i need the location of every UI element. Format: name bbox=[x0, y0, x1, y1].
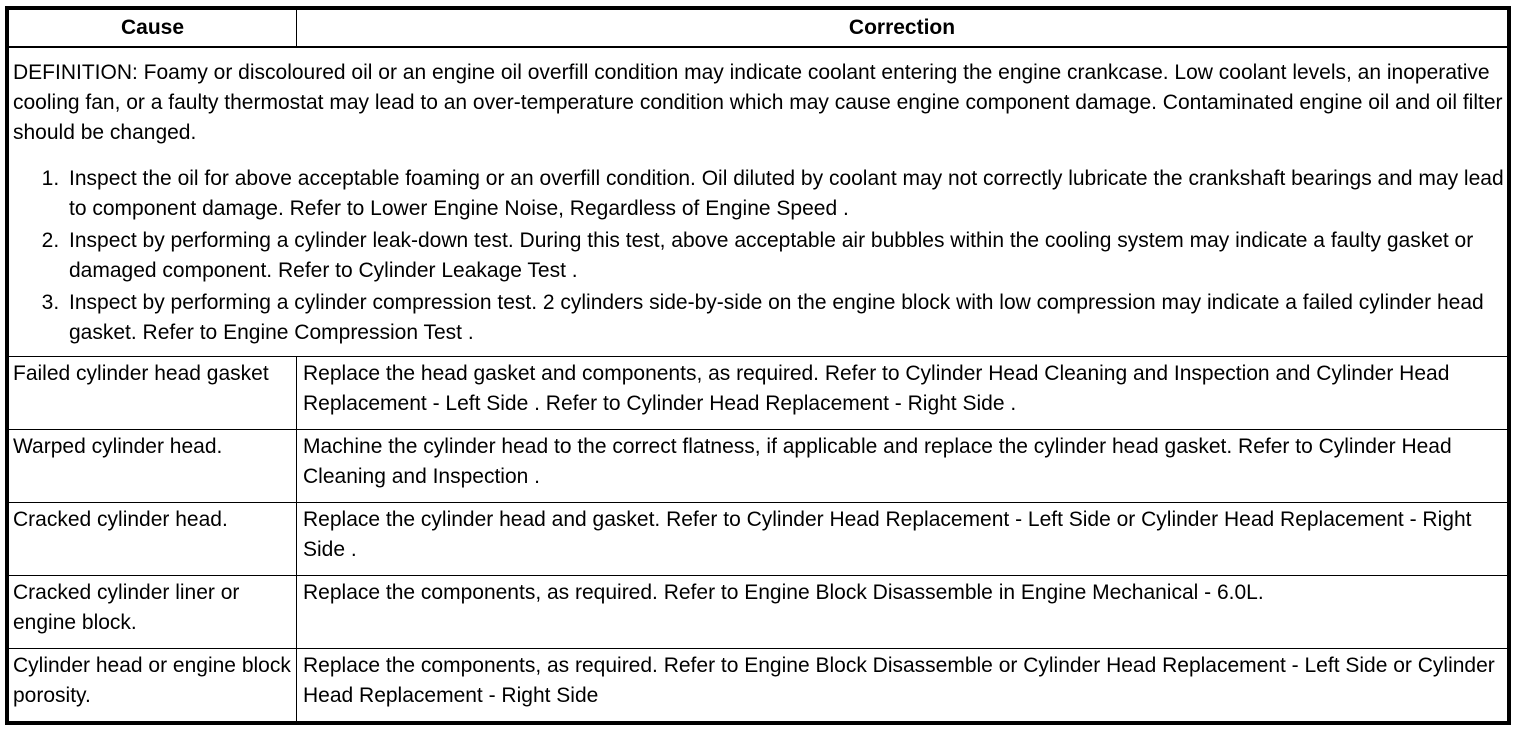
table-row bbox=[9, 357, 1508, 430]
definition-text: DEFINITION: Foamy or discoloured oil or an engine oil overfill condition may indicate coolant entering the engine crankcase. Low coolant levels, an inoperative cooling fan, or a faulty thermostat may lead to an over-temperature condition which may cause engine component damage. Contaminated engine oil and oil filter should be changed. bbox=[13, 61, 1503, 144]
cause-cell: Warped cylinder head. bbox=[9, 430, 297, 503]
table-row bbox=[9, 430, 1508, 503]
cause-cell: Cracked cylinder liner or engine block. bbox=[9, 576, 297, 649]
step-item: 2. Inspect by performing a cylinder leak-down test. During this test, above acceptable air bubbles within the cooling system may indicate a faulty gasket or damaged component. Refer to Cylinder Leakage Test . bbox=[65, 226, 1507, 286]
header-cause: Cause bbox=[9, 10, 297, 48]
correction-cell: Replace the head gasket and components, as required. Refer to Cylinder Head Cleaning and Inspection and Cylinder Head Replacement - Left Side . Refer to Cylinder Head Replacement - Right Side . bbox=[297, 357, 1508, 430]
correction-cell: Replace the components, as required. Refer to Engine Block Disassemble in Engine Mechanical - 6.0L. bbox=[297, 576, 1508, 649]
definition-cell bbox=[9, 47, 1508, 357]
cause-cell: Cracked cylinder head. bbox=[9, 503, 297, 576]
table-row bbox=[9, 576, 1508, 649]
inspection-steps bbox=[13, 164, 1507, 348]
step-item: 1. Inspect the oil for above acceptable foaming or an overfill condition. Oil diluted by coolant may not correctly lubricate the crankshaft bearings and may lead to component damage. Refer to Lower Engine Noise, Regardless of Engine Speed . bbox=[65, 164, 1507, 224]
correction-cell: Replace the components, as required. Refer to Engine Block Disassemble or Cylinder Head Replacement - Left Side or Cylinder Head Replacement - Right Side bbox=[297, 649, 1508, 722]
header-row bbox=[9, 10, 1508, 48]
header-correction: Correction bbox=[297, 10, 1508, 48]
cause-cell: Failed cylinder head gasket bbox=[9, 357, 297, 430]
correction-cell: Machine the cylinder head to the correct flatness, if applicable and replace the cylinder head gasket. Refer to Cylinder Head Cleaning and Inspection . bbox=[297, 430, 1508, 503]
diagnostic-table bbox=[8, 9, 1508, 722]
diagnostic-table-frame bbox=[5, 6, 1511, 725]
correction-cell: Replace the cylinder head and gasket. Refer to Cylinder Head Replacement - Left Side or Cylinder Head Replacement - Right Side . bbox=[297, 503, 1508, 576]
table-row bbox=[9, 503, 1508, 576]
step-item: 3. Inspect by performing a cylinder compression test. 2 cylinders side-by-side on the engine block with low compression may indicate a failed cylinder head gasket. Refer to Engine Compression Test . bbox=[65, 288, 1507, 348]
cause-cell: Cylinder head or engine block porosity. bbox=[9, 649, 297, 722]
definition-row bbox=[9, 47, 1508, 357]
table-row bbox=[9, 649, 1508, 722]
